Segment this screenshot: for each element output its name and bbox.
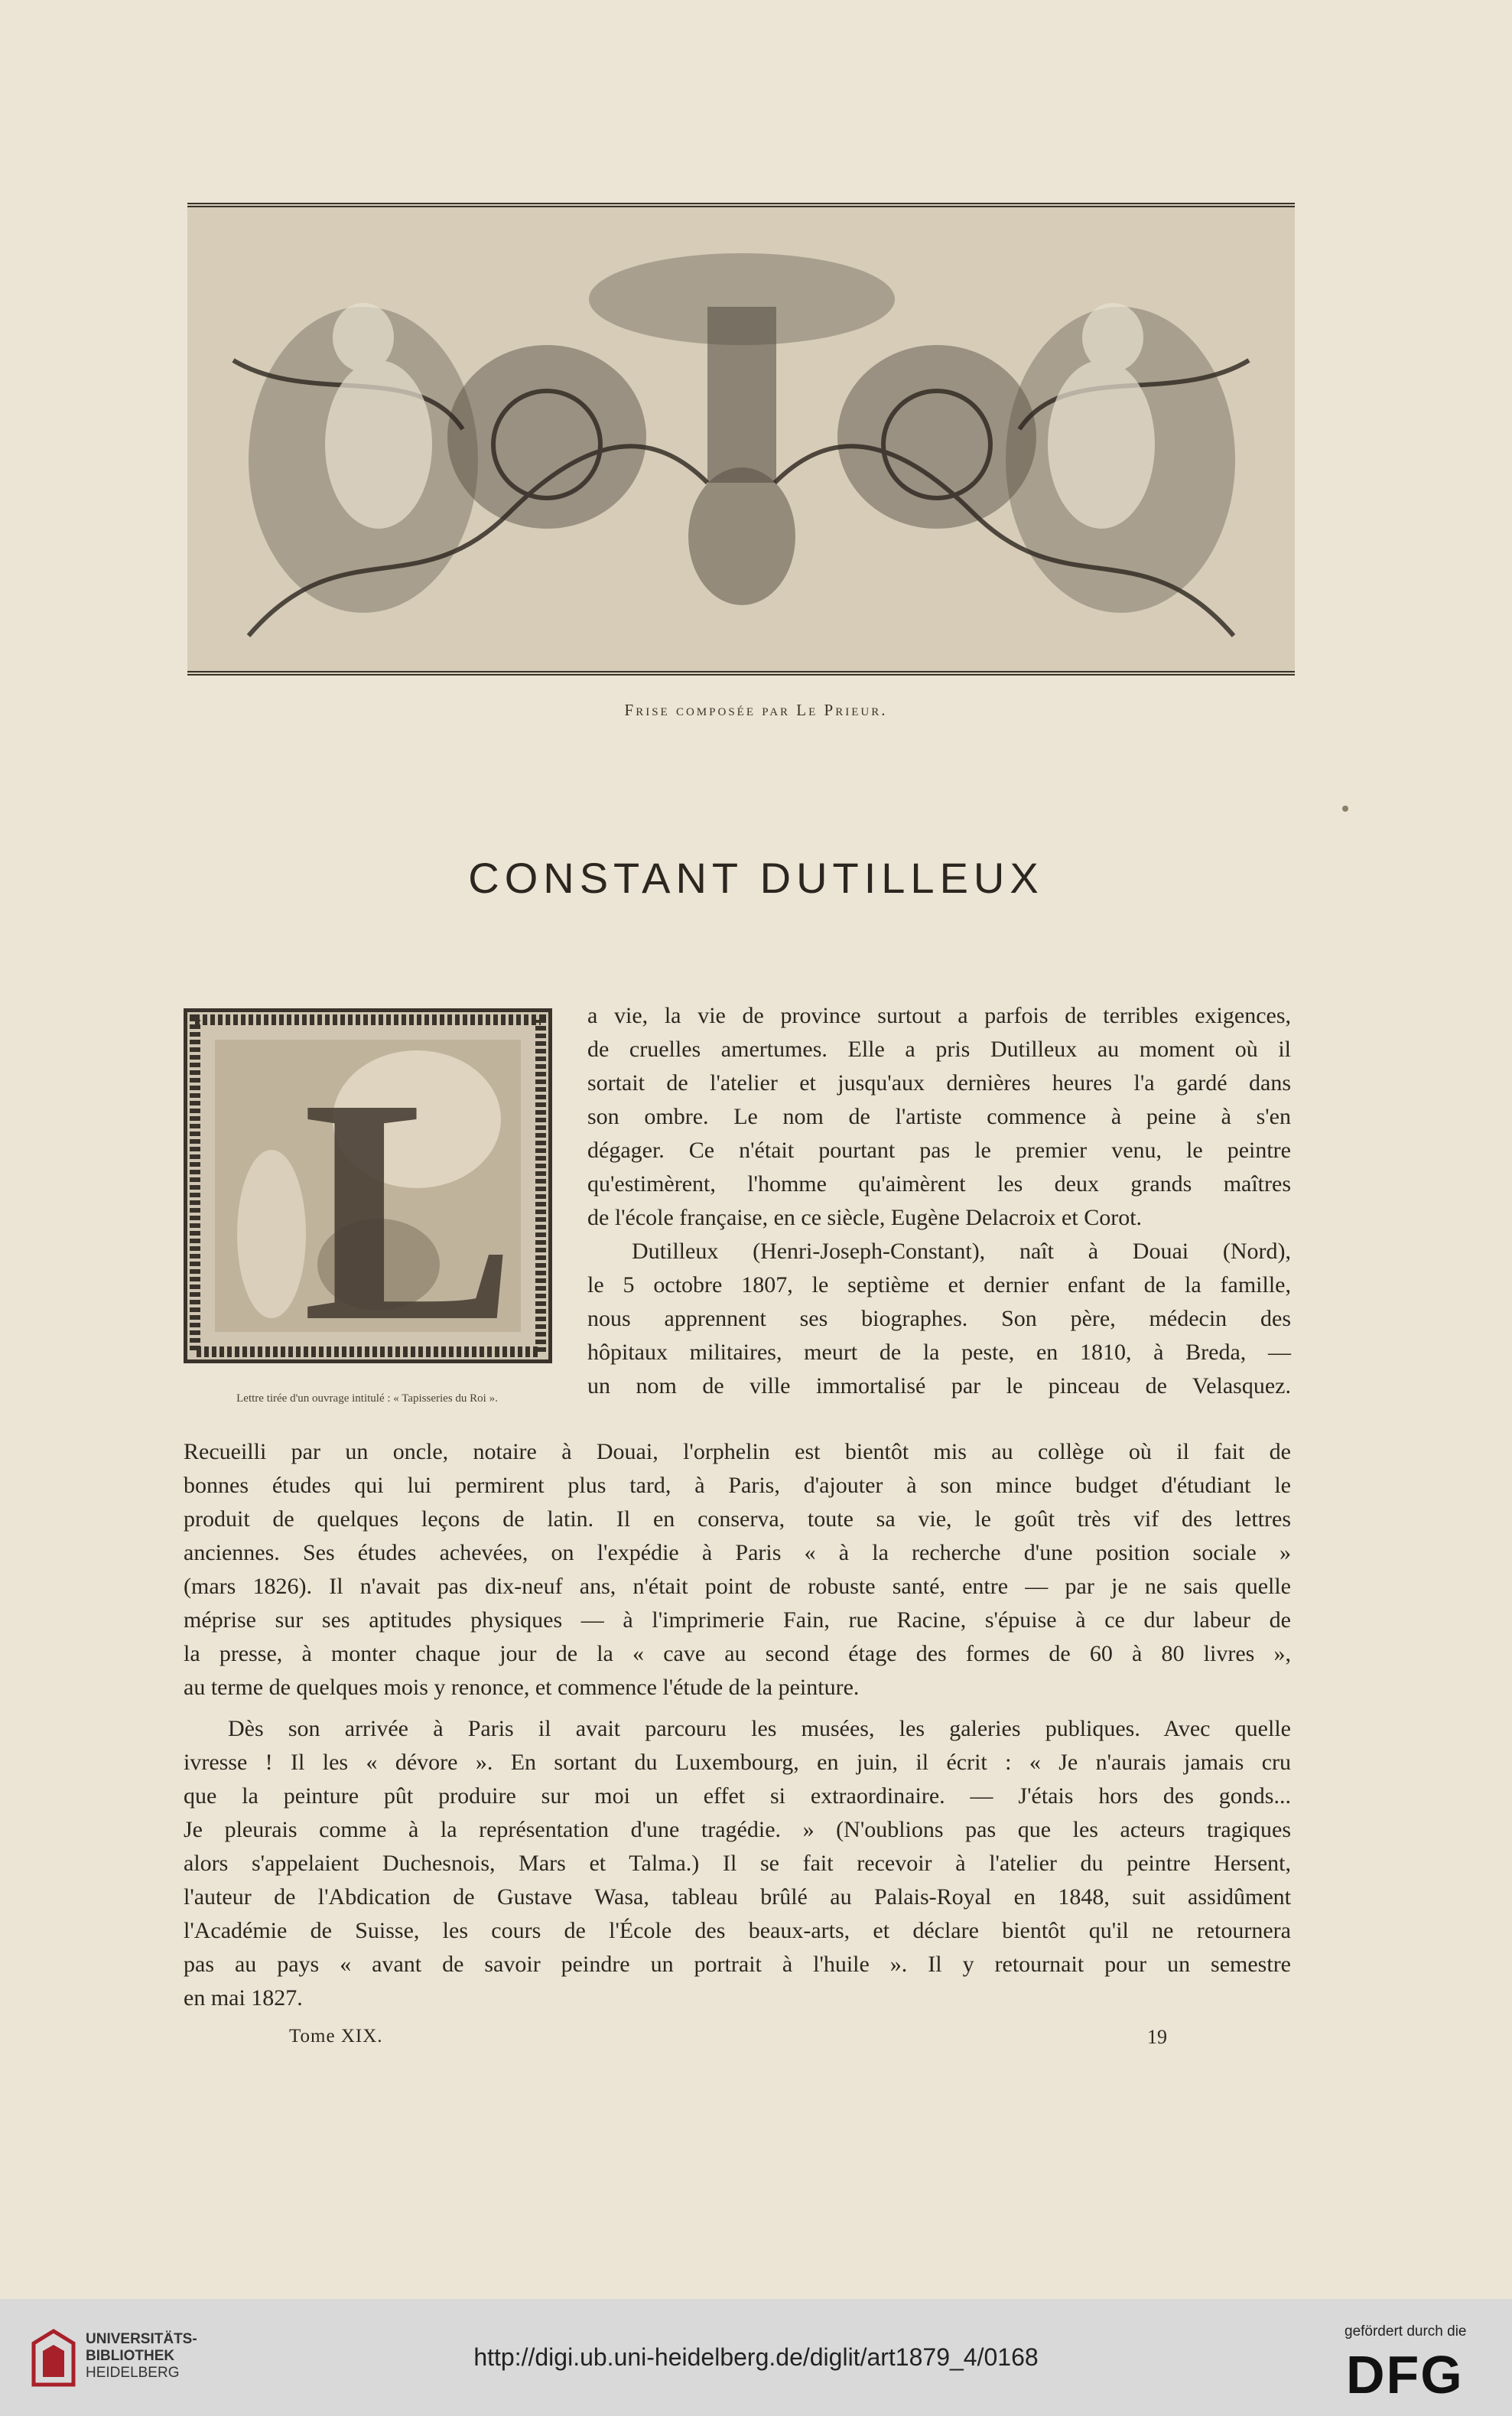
text-line: (mars 1826). Il n'avait pas dix-neuf ans, n'était point de robuste santé, entre — par je ne sais quelle bbox=[184, 1574, 1291, 1599]
text-line: hôpitaux militaires, meurt de la peste, en 1810, à Breda, — bbox=[587, 1340, 1291, 1365]
ink-speck bbox=[1342, 806, 1348, 812]
text-line: au terme de quelques mois y renonce, et commence l'étude de la peinture. bbox=[184, 1675, 860, 1700]
frieze-engraving bbox=[187, 207, 1295, 671]
text-line: sortait de l'atelier et jusqu'aux dernières heures l'a gardé dans bbox=[587, 1070, 1291, 1096]
text-line: l'auteur de l'Abdication de Gustave Wasa, tableau brûlé au Palais-Royal en 1848, suit assidûment bbox=[184, 1884, 1291, 1910]
text-line: en mai 1827. bbox=[184, 1985, 303, 2011]
frieze-caption: Frise composée par Le Prieur. bbox=[624, 701, 888, 719]
text-line: nous apprennent ses biographes. Son père, médecin des bbox=[587, 1306, 1291, 1331]
logo-line: HEIDELBERG bbox=[86, 2365, 180, 2381]
text-line: dégager. Ce n'était pourtant pas le premier venu, le peintre bbox=[587, 1138, 1291, 1163]
dfg-logo: DFG bbox=[1346, 2345, 1464, 2405]
text-line: de cruelles amertumes. Elle a pris Dutilleux au moment où il bbox=[587, 1037, 1291, 1062]
text-line: produit de quelques leçons de latin. Il en conserva, toute sa vie, le goût très vif des lettres bbox=[184, 1506, 1291, 1532]
text-line: a vie, la vie de province surtout a parfois de terribles exigences, bbox=[587, 1003, 1291, 1028]
sponsor-label: gefördert durch die bbox=[1345, 2323, 1467, 2339]
text-line: pas au pays « avant de savoir peindre un portrait à l'huile ». Il y retournait pour un semestre bbox=[184, 1952, 1291, 1977]
text-line: bonnes études qui lui permirent plus tard, à Paris, d'ajouter à son mince budget d'étudiant le bbox=[184, 1473, 1291, 1498]
text-line: de l'école française, en ce siècle, Eugène Delacroix et Corot. bbox=[587, 1205, 1143, 1230]
text-line: Dutilleux (Henri-Joseph-Constant), naît à Douai (Nord), bbox=[632, 1239, 1291, 1264]
article-title: CONSTANT DUTILLEUX bbox=[468, 854, 1044, 902]
logo-line: UNIVERSITÄTS- bbox=[86, 2331, 197, 2347]
text-line: ivresse ! Il les « dévore ». En sortant du Luxembourg, en juin, il écrit : « Je n'aurais jamais cru bbox=[184, 1750, 1291, 1775]
initial-caption: Lettre tirée d'un ouvrage intitulé : « Tapisseries du Roi ». bbox=[236, 1392, 498, 1405]
frieze-illustration bbox=[187, 203, 1295, 676]
decorated-initial bbox=[184, 1008, 552, 1363]
text-line: Dès son arrivée à Paris il avait parcouru les musées, les galeries publiques. Avec quelle bbox=[228, 1716, 1291, 1741]
text-line: le 5 octobre 1807, le septième et dernier enfant de la famille, bbox=[587, 1272, 1291, 1298]
initial-letter: L bbox=[302, 1032, 517, 1359]
page-number: 19 bbox=[1147, 2026, 1167, 2048]
text-line: la presse, à monter chaque jour de la « cave au second étage des formes de 60 à 80 livres », bbox=[184, 1641, 1291, 1666]
digitization-bar bbox=[0, 2299, 1512, 2416]
volume-label: Tome XIX. bbox=[289, 2026, 383, 2046]
text-line: l'Académie de Suisse, les cours de l'École des beaux-arts, et déclare bientôt qu'il ne retournera bbox=[184, 1918, 1291, 1943]
text-line: que la peinture pût produire sur moi un effet si extraordinaire. — J'étais hors des gonds... bbox=[184, 1783, 1291, 1809]
text-line: Je pleurais comme à la représentation d'une tragédie. » (N'oublions pas que les acteurs tragiques bbox=[184, 1817, 1291, 1842]
logo-line: BIBLIOTHEK bbox=[86, 2348, 175, 2364]
permalink-url[interactable]: http://digi.ub.uni-heidelberg.de/diglit/art1879_4/0168 bbox=[473, 2343, 1039, 2371]
text-line: qu'estimèrent, l'homme qu'aimèrent les deux grands maîtres bbox=[587, 1171, 1291, 1197]
text-line: un nom de ville immortalisé par le pinceau de Velasquez. bbox=[587, 1373, 1291, 1398]
text-line: son ombre. Le nom de l'artiste commence à peine à s'en bbox=[587, 1104, 1291, 1129]
initial-engraving bbox=[187, 1012, 548, 1359]
text-line: Recueilli par un oncle, notaire à Douai, l'orphelin est bientôt mis au collège où il fait de bbox=[184, 1439, 1291, 1464]
text-line: alors s'appelaient Duchesnois, Mars et Talma.) Il se fait recevoir à l'atelier du peintre Hersent, bbox=[184, 1851, 1291, 1876]
text-line: méprise sur ses aptitudes physiques — à l'imprimerie Fain, rue Racine, s'épuise à ce dur labeur de bbox=[184, 1607, 1291, 1633]
text-line: anciennes. Ses études achevées, on l'expédie à Paris « à la recherche d'une position sociale » bbox=[184, 1540, 1291, 1565]
